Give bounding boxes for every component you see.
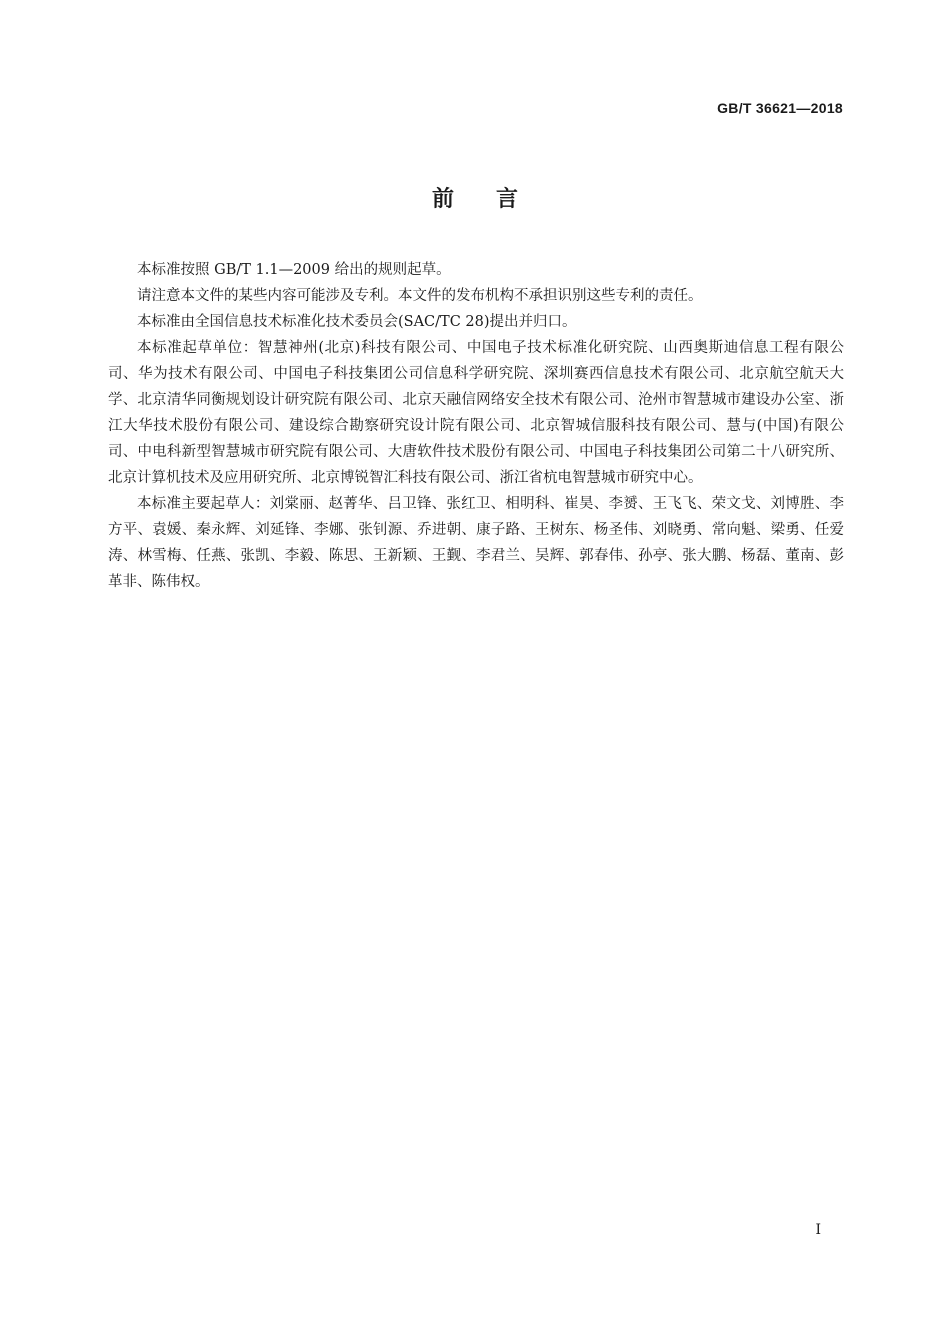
page-title: 前言	[431, 187, 560, 212]
paragraph-drafting-rules: 本标准按照 GB/T 1.1—2009 给出的规则起草。	[137, 262, 451, 278]
paragraph-proposer: 本标准由全国信息技术标准化技术委员会(SAC/TC 28)提出并归口。	[137, 314, 577, 330]
standard-code: GB/T 36621—2018	[717, 100, 843, 116]
paragraph-drafters: 本标准主要起草人：刘棠丽、赵菁华、吕卫锋、张红卫、相明科、崔昊、李赟、王飞飞、荣文戈、刘博胜、李方平、袁媛、秦永辉、刘延锋、李娜、张钊源、乔进朝、康子路、王树东、杨圣伟、刘晓勇、常向魁、梁勇、任爱涛、林雪梅、任燕、张凯、李毅、陈思、王新颖、王觐、李君兰、吴辉、郭春伟、孙亭、张大鹏、杨磊、董南、彭革非、陈伟权。	[108, 496, 844, 590]
page-number: I	[815, 1222, 821, 1238]
foreword-body	[108, 257, 844, 595]
paragraph-patent-notice: 请注意本文件的某些内容可能涉及专利。本文件的发布机构不承担识别这些专利的责任。	[137, 288, 703, 304]
paragraph-drafting-units: 本标准起草单位：智慧神州(北京)科技有限公司、中国电子技术标准化研究院、山西奥斯迪信息工程有限公司、华为技术有限公司、中国电子科技集团公司信息科学研究院、深圳赛西信息技术有限公司、北京航空航天大学、北京清华同衡规划设计研究院有限公司、北京天融信网络安全技术有限公司、沧州市智慧城市建设办公室、浙江大华技术股份有限公司、建设综合勘察研究设计院有限公司、北京智城信服科技有限公司、慧与(中国)有限公司、中电科新型智慧城市研究院有限公司、大唐软件技术股份有限公司、中国电子科技集团公司第二十八研究所、北京计算机技术及应用研究所、北京博锐智汇科技有限公司、浙江省杭电智慧城市研究中心。	[108, 340, 844, 486]
